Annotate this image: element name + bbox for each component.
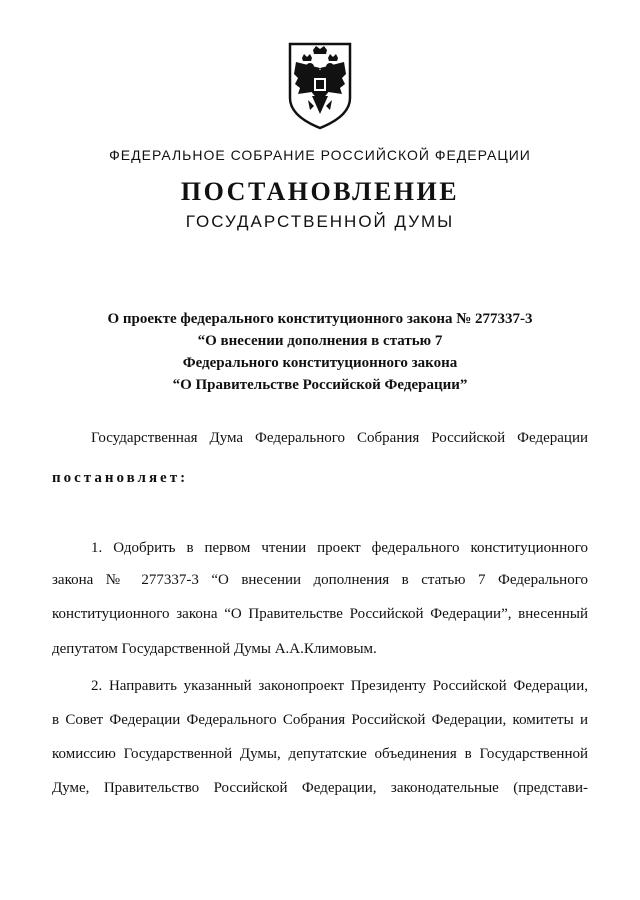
paragraph-2-line: в Совет Федерации Федерального Собрания Российской Федерации, комитеты и <box>52 712 588 728</box>
paragraph-1-line: депутатом Государственной Думы А.А.Климовым. <box>52 641 377 657</box>
paragraph-1-line: конституционного закона “О Правительстве Российской Федерации”, внесенный <box>52 606 588 622</box>
document-subject <box>0 308 640 396</box>
organization-name: ФЕДЕРАЛЬНОЕ СОБРАНИЕ РОССИЙСКОЙ ФЕДЕРАЦИИ <box>109 147 531 163</box>
paragraph-2-line: 2. Направить указанный законопроект Президенту Российской Федерации, <box>91 678 588 694</box>
coat-of-arms-icon <box>286 40 354 130</box>
document-title: ПОСТАНОВЛЕНИЕ <box>180 177 460 206</box>
subject-line: “О внесении дополнения в статью 7 <box>197 333 443 349</box>
paragraph-1-line: закона № 277337-3 “О внесении дополнения в статью 7 Федерального <box>52 572 588 588</box>
paragraph-2-line: комиссию Государственной Думы, депутатские объединения в Государственной <box>52 746 588 762</box>
paragraph-2-line: Думе, Правительство Российской Федерации, законодательные (представи- <box>52 780 588 796</box>
document-subtitle: ГОСУДАРСТВЕННОЙ ДУМЫ <box>185 212 455 231</box>
resolves-word: постановляет: <box>52 470 189 486</box>
subject-line: О проекте федерального конституционного закона № 277337-3 <box>107 311 533 327</box>
paragraph-1-line: 1. Одобрить в первом чтении проект федерального конституционного <box>91 540 588 556</box>
subject-line: “О Правительстве Российской Федерации” <box>172 377 468 393</box>
preamble-text: Государственная Дума Федерального Собрания Российской Федерации <box>91 430 588 446</box>
subject-line: Федерального конституционного закона <box>182 355 458 371</box>
